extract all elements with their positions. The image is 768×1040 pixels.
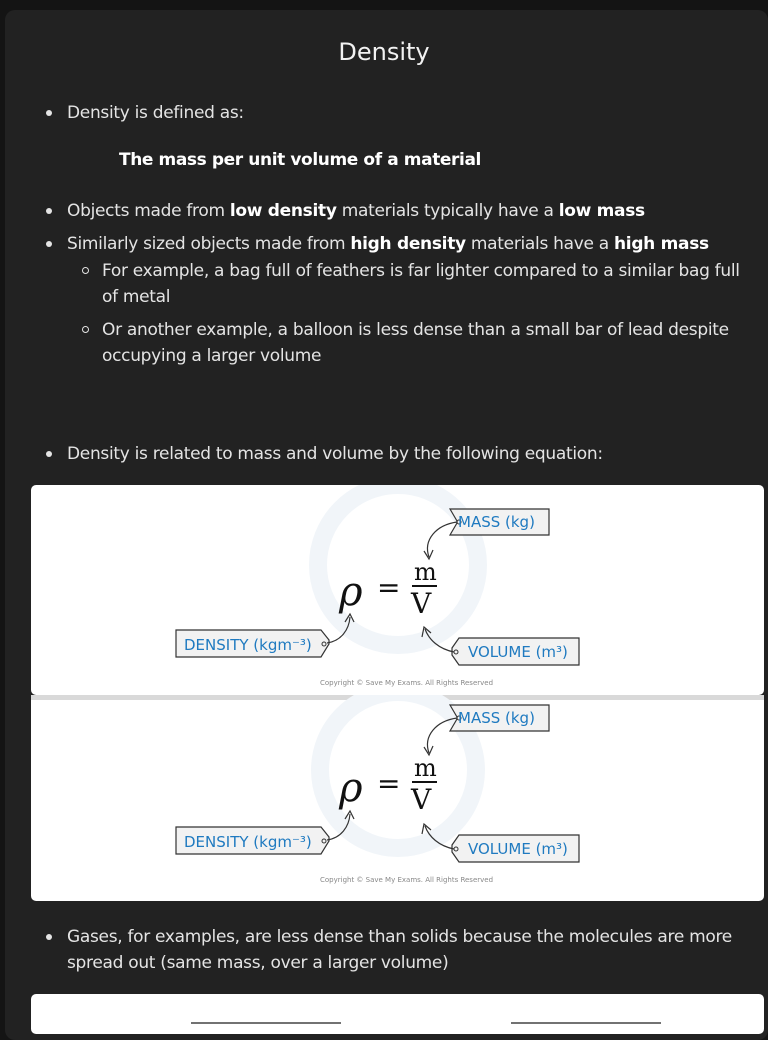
- list-item-high-density: [67, 231, 709, 257]
- density-equation-figure: [31, 485, 764, 695]
- bold-low-mass: low mass: [558, 201, 645, 221]
- density-label: DENSITY (kgm⁻³): [184, 636, 312, 654]
- list-item-equation-intro: Density is related to mass and volume by the following equation:: [67, 441, 603, 467]
- density-label: DENSITY (kgm⁻³): [184, 833, 312, 851]
- list-item-low-density: [67, 198, 645, 224]
- numerator-m: m: [414, 558, 437, 586]
- sub-item-balloon: Or another example, a balloon is less dense than a small bar of lead despite occupying a larger volume: [102, 317, 757, 369]
- copyright-text: Copyright © Save My Exams. All Rights Reserved: [320, 876, 494, 884]
- denominator-v: V: [411, 587, 432, 620]
- text: Similarly sized objects made from: [67, 234, 351, 254]
- equals-sign: =: [377, 767, 401, 800]
- next-figure-top: [31, 994, 764, 1034]
- text: materials have a: [465, 234, 614, 254]
- numerator-m: m: [414, 754, 437, 782]
- copyright-text: Copyright © Save My Exams. All Rights Reserved: [320, 679, 494, 687]
- density-equation-figure-duplicate: [31, 695, 764, 901]
- volume-label: VOLUME (m³): [468, 840, 568, 858]
- density-equation-diagram: [31, 485, 764, 695]
- bold-high-mass: high mass: [613, 234, 709, 254]
- equals-sign: =: [377, 571, 401, 604]
- volume-label: VOLUME (m³): [468, 643, 568, 661]
- sub-item-feathers: For example, a bag full of feathers is far lighter compared to a similar bag full of metal: [102, 258, 757, 310]
- denominator-v: V: [411, 783, 432, 816]
- mass-label: MASS (kg): [458, 709, 535, 727]
- rho-symbol: ρ: [339, 569, 363, 615]
- mass-label: MASS (kg): [458, 513, 535, 531]
- list-item-definition-intro: Density is defined as:: [67, 100, 244, 126]
- bold-low-density: low density: [229, 201, 337, 221]
- page-title: Density: [338, 38, 430, 66]
- text: materials typically have a: [336, 201, 559, 221]
- next-figure: [31, 994, 764, 1034]
- definition-text: The mass per unit volume of a material: [119, 150, 481, 170]
- density-equation-diagram: [31, 695, 764, 901]
- bold-high-density: high density: [350, 234, 466, 254]
- rho-symbol: ρ: [339, 765, 363, 811]
- list-item-gases: Gases, for examples, are less dense than solids because the molecules are more spread out (same mass, over a larger volume): [67, 924, 747, 976]
- text: Objects made from: [67, 201, 230, 221]
